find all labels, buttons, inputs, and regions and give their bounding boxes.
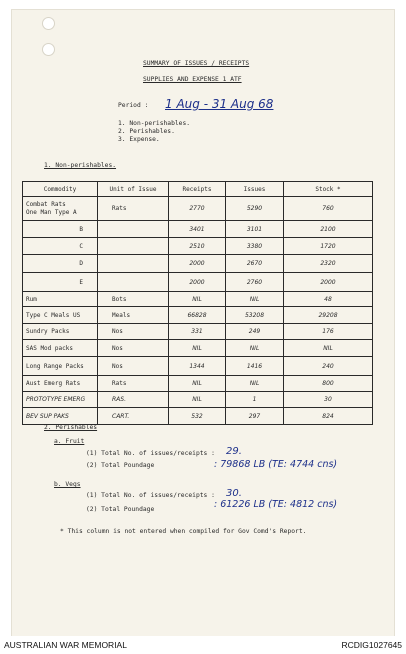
fruit-issues-line: (1) Total No. of issues/receipts : (86, 450, 215, 457)
issues-cell: 297 (226, 408, 284, 425)
receipts-cell: 66828 (169, 307, 226, 324)
unit-cell: Rats (98, 197, 169, 221)
issues-cell: 249 (226, 324, 284, 340)
receipts-cell: NIL (169, 292, 226, 307)
receipts-cell: NIL (169, 376, 226, 392)
fruit-issues-value: 29. (226, 446, 242, 457)
commodity-cell: Rum (23, 292, 98, 307)
receipts-cell: 2510 (169, 238, 226, 255)
stock-cell: 2000 (284, 273, 373, 292)
commodity-cell: B (23, 221, 98, 238)
table-row (23, 324, 373, 340)
commodity-cell: Type C Meals US (23, 307, 98, 324)
footnote: * This column is not entered when compiled for Gov Comd's Report. (60, 528, 307, 535)
period-value: 1 Aug - 31 Aug 68 (165, 97, 274, 111)
issues-cell: 2760 (226, 273, 284, 292)
unit-cell (98, 238, 169, 255)
punch-hole-top (42, 17, 55, 30)
category-2: 2. Perishables. (118, 128, 175, 135)
issues-cell: 3380 (226, 238, 284, 255)
stock-cell: NIL (284, 340, 373, 357)
stock-cell: 760 (284, 197, 373, 221)
stock-cell: 240 (284, 357, 373, 376)
issues-cell: 5290 (226, 197, 284, 221)
receipts-cell: NIL (169, 392, 226, 408)
unit-cell (98, 273, 169, 292)
commodity-cell: E (23, 273, 98, 292)
unit-cell: Meals (98, 307, 169, 324)
stock-cell: 824 (284, 408, 373, 425)
non-perishables-table (22, 181, 373, 425)
receipts-cell: 1344 (169, 357, 226, 376)
unit-cell: CART. (98, 408, 169, 425)
fruit-poundage-line: (2) Total Poundage (86, 462, 155, 469)
fruit-poundage-value: : 79868 LB (TE: 4744 cns) (214, 459, 338, 470)
receipts-cell: 331 (169, 324, 226, 340)
receipts-cell: 3401 (169, 221, 226, 238)
table-row (23, 392, 373, 408)
commodity-cell: BEV SUP PAKS (23, 408, 98, 425)
category-1: 1. Non-perishables. (118, 120, 191, 127)
column-header-receipts: Receipts (169, 182, 226, 197)
unit-cell: Nos (98, 340, 169, 357)
unit-cell: Nos (98, 357, 169, 376)
receipts-cell: 532 (169, 408, 226, 425)
section1-heading: 1. Non-perishables. (44, 162, 117, 169)
stock-cell: 29208 (284, 307, 373, 324)
issues-cell: 53208 (226, 307, 284, 324)
punch-hole-bottom (42, 43, 55, 56)
table-row (23, 221, 373, 238)
table-row (23, 307, 373, 324)
commodity-cell: D (23, 255, 98, 273)
commodity-cell: Long Range Packs (23, 357, 98, 376)
vegs-poundage-value: : 61226 LB (TE: 4812 cns) (214, 499, 338, 510)
archive-reference: RCDIG1027645 (341, 640, 402, 650)
commodity-cell: Aust Emerg Rats (23, 376, 98, 392)
vegs-label: b. Vegs (54, 481, 81, 488)
document-title: SUMMARY OF ISSUES / RECEIPTS (143, 60, 250, 67)
document-subtitle: SUPPLIES AND EXPENSE 1 ATF (143, 76, 242, 83)
commodity-cell: Sundry Packs (23, 324, 98, 340)
unit-cell: Nos (98, 324, 169, 340)
stock-cell: 176 (284, 324, 373, 340)
vegs-issues-value: 30. (226, 488, 242, 499)
issues-cell: 2670 (226, 255, 284, 273)
receipts-cell: 2770 (169, 197, 226, 221)
category-3: 3. Expense. (118, 136, 160, 143)
archive-name: AUSTRALIAN WAR MEMORIAL (4, 640, 127, 650)
stock-cell: 1720 (284, 238, 373, 255)
table-row (23, 408, 373, 425)
table-row (23, 273, 373, 292)
column-header-stock: Stock * (284, 182, 373, 197)
issues-cell: NIL (226, 340, 284, 357)
table-row (23, 292, 373, 307)
column-header-issues: Issues (226, 182, 284, 197)
receipts-cell: 2000 (169, 273, 226, 292)
column-header-commodity: Commodity (23, 182, 98, 197)
table-row (23, 376, 373, 392)
table-row (23, 197, 373, 221)
fruit-label: a. Fruit (54, 438, 85, 445)
commodity-cell: Combat Rats One Man Type A (23, 197, 98, 221)
issues-cell: NIL (226, 376, 284, 392)
unit-cell (98, 255, 169, 273)
commodity-cell: C (23, 238, 98, 255)
table-row (23, 255, 373, 273)
table-row (23, 340, 373, 357)
stock-cell: 30 (284, 392, 373, 408)
unit-cell: Rats (98, 376, 169, 392)
receipts-cell: NIL (169, 340, 226, 357)
section2-heading: 2. Perishables (44, 424, 98, 431)
table-row (23, 357, 373, 376)
table-header-row (23, 182, 373, 197)
unit-cell: RAS. (98, 392, 169, 408)
stock-cell: 2320 (284, 255, 373, 273)
issues-cell: 3101 (226, 221, 284, 238)
issues-cell: 1 (226, 392, 284, 408)
table-row (23, 238, 373, 255)
unit-cell (98, 221, 169, 238)
archive-footer (0, 636, 406, 654)
commodity-cell: PROTOTYPE EMERG (23, 392, 98, 408)
receipts-cell: 2000 (169, 255, 226, 273)
column-header-unit: Unit of Issue (98, 182, 169, 197)
stock-cell: 800 (284, 376, 373, 392)
period-label: Period : (118, 102, 149, 109)
unit-cell: Bots (98, 292, 169, 307)
issues-cell: NIL (226, 292, 284, 307)
stock-cell: 48 (284, 292, 373, 307)
stock-cell: 2100 (284, 221, 373, 238)
vegs-poundage-line: (2) Total Poundage (86, 506, 155, 513)
vegs-issues-line: (1) Total No. of issues/receipts : (86, 492, 215, 499)
commodity-cell: SAS Mod packs (23, 340, 98, 357)
issues-cell: 1416 (226, 357, 284, 376)
